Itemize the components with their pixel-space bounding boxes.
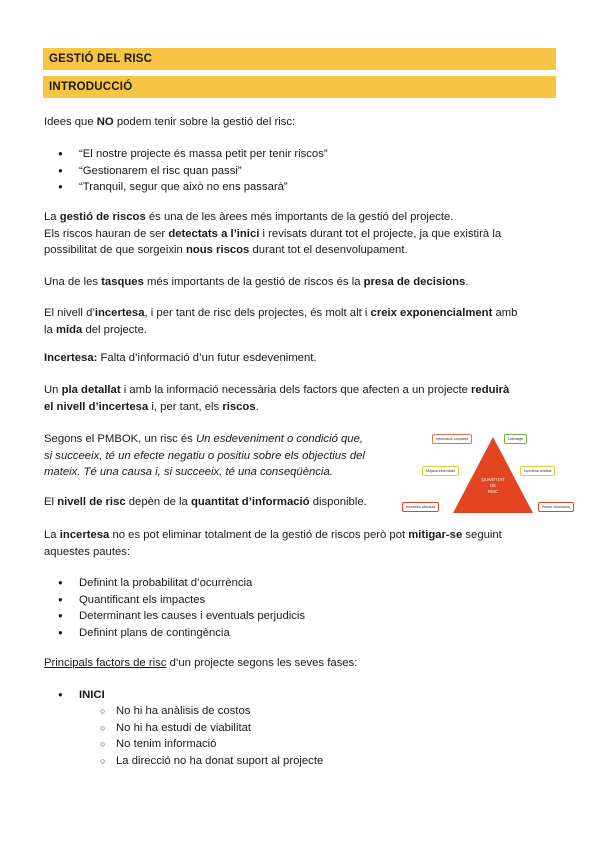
- misconceptions-list: [44, 146, 328, 196]
- list-item: ○ No hi ha estudi de viabilitat: [100, 720, 323, 737]
- paragraph-risk-level: El nivell de risc depèn de la quantitat d’informació disponible.: [44, 496, 367, 508]
- list-item: ● “Tranquil, segur que això no ens passarà”: [44, 179, 328, 196]
- paragraph-uncertainty-level: El nivell d’incertesa, i per tant de risc dels projectes, és molt alt i creix exponencialment amb la mida del projecte.: [44, 307, 518, 336]
- paragraph-risk-factors: Principals factors de risc d’un projecte segons les seves fases:: [44, 657, 358, 669]
- risk-pyramid-diagram: [396, 430, 586, 516]
- tag-medium-information: Mitjana informació: [422, 466, 459, 476]
- tag-leadership: Lideratge: [504, 434, 527, 444]
- intro-question: Idees que NO podem tenir sobre la gestió del risc:: [44, 116, 296, 128]
- tag-absolute-uncertainty: Incertesa absoluta: [402, 502, 439, 512]
- subsection-title: INTRODUCCIÓ: [43, 76, 556, 98]
- paragraph-decisions: Una de les tasques més importants de la gestió de riscos és la presa de decisions.: [44, 276, 469, 288]
- list-item: ● “Gestionarem el risc quan passi”: [44, 163, 328, 180]
- tag-no-information: Sense informació: [538, 502, 574, 512]
- inici-factors-list: [100, 703, 323, 769]
- mitigation-list: [44, 575, 305, 641]
- tag-complete-information: Informació completa: [432, 434, 472, 444]
- triangle-label-line3: RISC: [487, 489, 499, 494]
- list-item: ● “El nostre projecte és massa petit per tenir riscos”: [44, 146, 328, 163]
- triangle-label-line2: DE: [490, 483, 496, 488]
- list-item: ○ No tenim informació: [100, 736, 323, 753]
- list-item: ● Determinant les causes i eventuals perjudicis: [44, 608, 305, 625]
- definition-uncertainty: Incertesa: Falta d’informació d’un futur esdeveniment.: [44, 352, 317, 364]
- paragraph-pmbok-definition: Segons el PMBOK, un risc és Un esdeveniment o condició que, si succeeix, té un efecte negatiu o positiu sobre els objectius del mateix. Té una causa i, si succeeix, té una conseqüència.: [44, 433, 365, 478]
- phase-list: [44, 687, 105, 704]
- list-item: ○ No hi ha anàlisis de costos: [100, 703, 323, 720]
- triangle-label-line1: QUANTITAT: [481, 477, 505, 482]
- section-title: GESTIÓ DEL RISC: [43, 48, 556, 70]
- paragraph-risk-management: La gestió de riscos és una de les àrees més importants de la gestió del projecte. Els riscos hauran de ser detectats a l’inici i revisats durant tot el projecte, ja que existirà la possibilitat de que sorgeixin nous riscos durant tot el desenvolupament.: [44, 211, 502, 256]
- list-item: ○ La direcció no ha donat suport al projecte: [100, 753, 323, 770]
- list-item: ● Definint plans de contingència: [44, 625, 305, 642]
- tag-relative-uncertainty: Incertesa relativa: [520, 466, 555, 476]
- phase-item-inici: ● INICI: [44, 687, 105, 704]
- list-item: ● Quantificant els impactes: [44, 592, 305, 609]
- paragraph-detailed-plan: Un pla detallat i amb la informació necessària dels factors que afecten a un projecte reduirà el nivell d’incertesa i, per tant, els riscos.: [44, 384, 510, 413]
- list-item: ● Definint la probabilitat d’ocurrència: [44, 575, 305, 592]
- paragraph-mitigation: La incertesa no es pot eliminar totalment de la gestió de riscos però pot mitigar-se seguint aquestes pautes:: [44, 529, 502, 558]
